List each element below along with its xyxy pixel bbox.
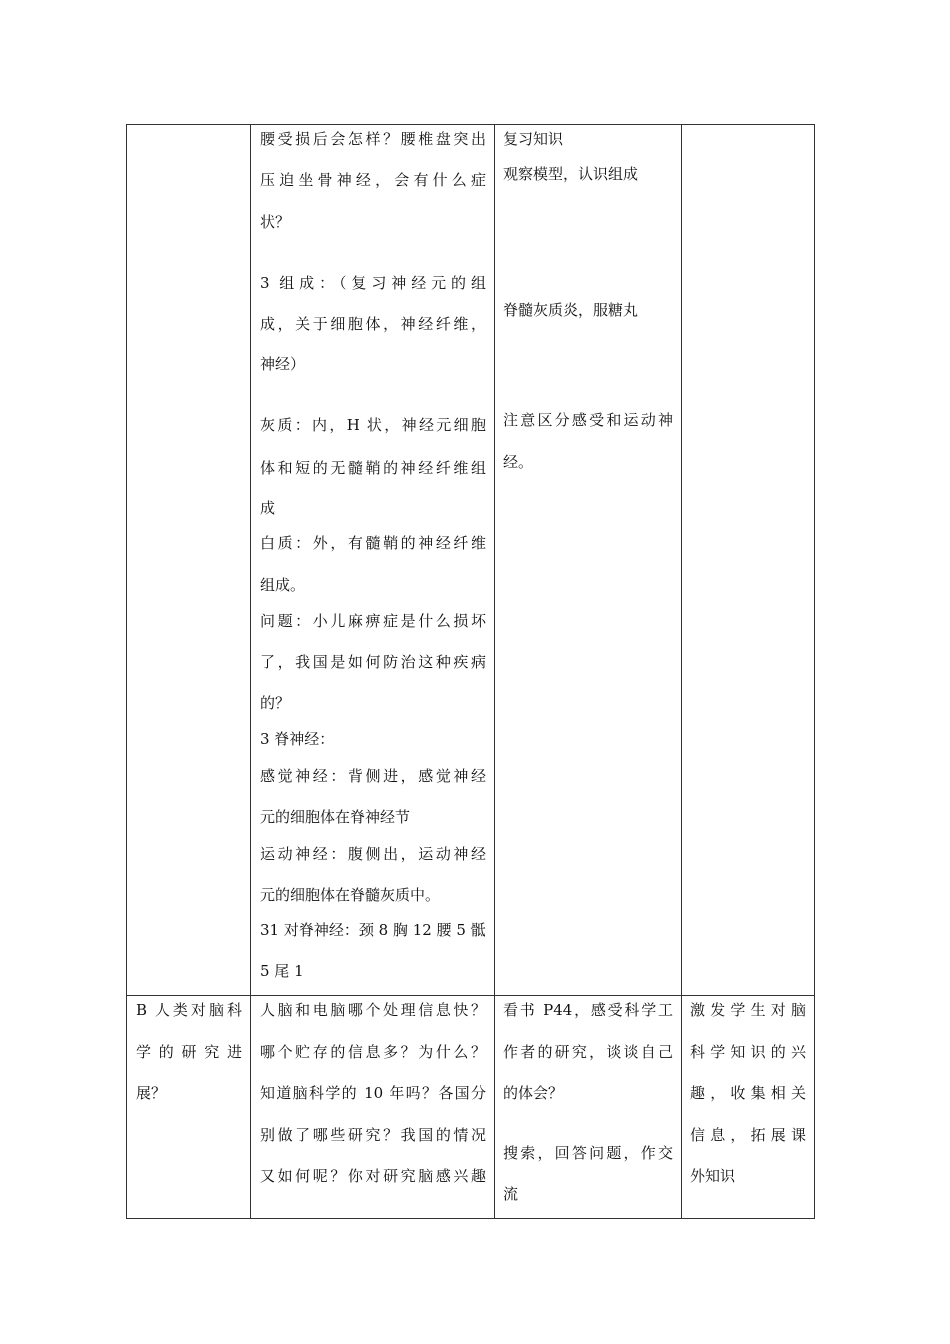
- text-line: 哪个贮存的信息多？为什么？: [260, 1043, 486, 1061]
- text-line: 组成。: [260, 576, 306, 594]
- text-line: 激发学生对脑: [690, 1001, 806, 1019]
- lesson-plan-table: [126, 124, 815, 1219]
- text-line: 展？: [136, 1084, 167, 1102]
- text-line: 看书 P44，感受科学工: [503, 1001, 673, 1019]
- text-line: 又如何呢？你对研究脑感兴趣: [260, 1167, 486, 1185]
- text-line: 体和短的无髓鞘的神经纤维组: [260, 459, 486, 477]
- text-line: 了，我国是如何防治这种疾病: [260, 653, 486, 671]
- text-line: 灰质：内，H 状，神经元细胞: [260, 416, 486, 434]
- text-line: 观察模型，认识组成: [503, 165, 639, 183]
- text-line: 成: [260, 499, 276, 517]
- text-line: 运动神经：腹侧出，运动神经: [260, 845, 486, 863]
- text-line: 信息，拓展课: [690, 1126, 806, 1144]
- column-divider: [494, 125, 495, 1218]
- text-line: 感觉神经：背侧进，感觉神经: [260, 767, 486, 785]
- text-line: 腰受损后会怎样？腰椎盘突出: [260, 130, 486, 148]
- text-line: 成，关于细胞体，神经纤维，: [260, 315, 486, 333]
- row-divider: [127, 995, 814, 996]
- text-line: 注意区分感受和运动神: [503, 411, 673, 429]
- text-line: 压迫坐骨神经，会有什么症: [260, 171, 486, 189]
- text-line: 人脑和电脑哪个处理信息快？: [260, 1001, 486, 1019]
- text-line: 元的细胞体在脊髓灰质中。: [260, 886, 441, 904]
- text-line: 5 尾 1: [260, 962, 304, 980]
- text-line: 状？: [260, 213, 291, 231]
- column-divider: [681, 125, 682, 1218]
- text-line: 脊髓灰质炎，服糖丸: [503, 301, 639, 319]
- text-line: 的体会？: [503, 1084, 564, 1102]
- text-line: 外知识: [690, 1167, 736, 1185]
- text-line: 元的细胞体在脊神经节: [260, 808, 411, 826]
- text-line: 复习知识: [503, 130, 564, 148]
- text-line: 问题：小儿麻痹症是什么损坏: [260, 612, 486, 630]
- text-line: 流: [503, 1185, 519, 1203]
- text-line: 3 脊神经：: [260, 730, 335, 748]
- text-line: 31 对脊神经：颈 8 胸 12 腰 5 骶: [260, 921, 486, 939]
- text-line: B 人类对脑科: [136, 1001, 242, 1019]
- text-line: 别做了哪些研究？我国的情况: [260, 1126, 486, 1144]
- text-line: 学的研究进: [136, 1043, 242, 1061]
- text-line: 的？: [260, 694, 291, 712]
- text-line: 搜索，回答问题，作交: [503, 1144, 673, 1162]
- text-line: 白质：外，有髓鞘的神经纤维: [260, 534, 486, 552]
- column-divider: [250, 125, 251, 1218]
- text-line: 3 组成：（复习神经元的组: [260, 274, 486, 292]
- text-line: 知道脑科学的 10 年吗？各国分: [260, 1084, 486, 1102]
- text-line: 经。: [503, 453, 534, 471]
- text-line: 趣，收集相关: [690, 1084, 806, 1102]
- text-line: 作者的研究，谈谈自己: [503, 1043, 673, 1061]
- text-line: 科学知识的兴: [690, 1043, 806, 1061]
- text-line: 神经）: [260, 355, 306, 373]
